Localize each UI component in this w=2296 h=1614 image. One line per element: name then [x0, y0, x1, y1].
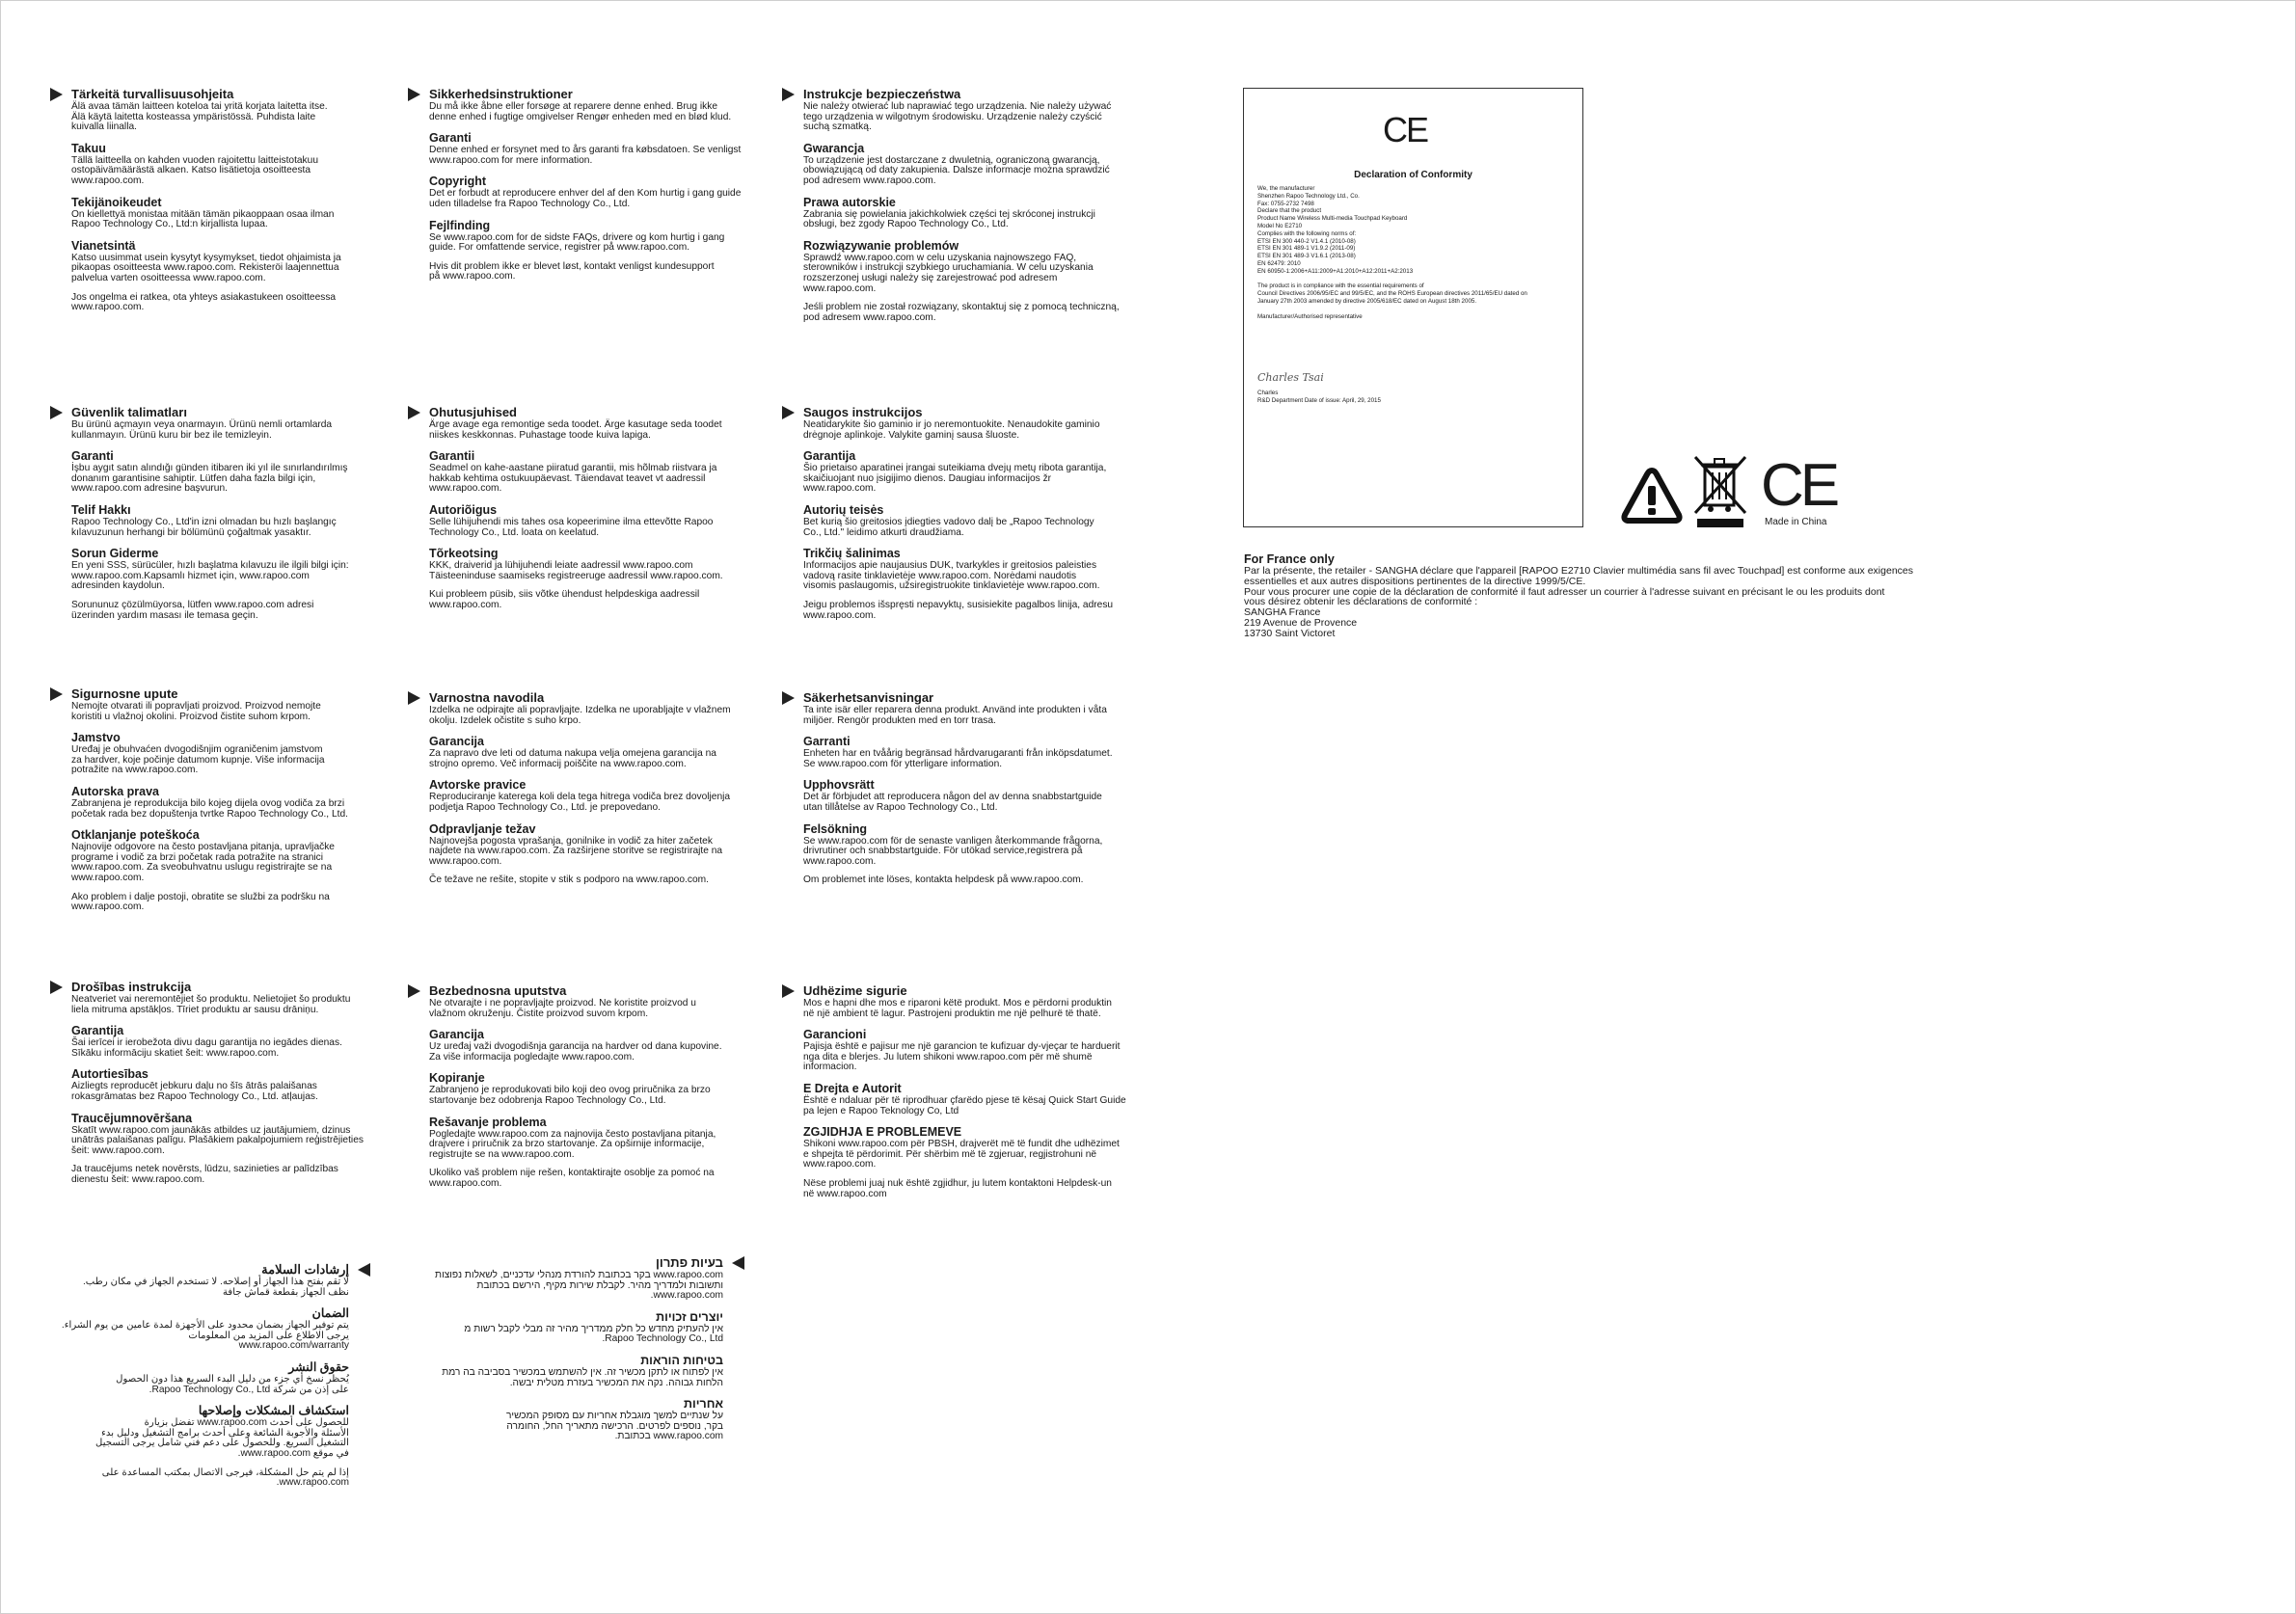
section-title-text: Saugos instrukcijos: [803, 405, 923, 419]
subheading: Garanti: [429, 131, 472, 146]
subheading: Kopiranje: [429, 1071, 485, 1086]
subheading: Avtorske pravice: [429, 778, 527, 793]
section-title-text: Säkerhetsanvisningar: [803, 690, 934, 705]
section-body: Nemojte otvarati ili popravljati proizvod. Proizvod nemojte koristiti u vlažnoj okolini. Proizvod čistite suhom krpom.: [71, 701, 321, 722]
section-title: [803, 984, 1165, 998]
subheading: Tekijänoikeudet: [71, 195, 162, 209]
triangle-marker-icon: [408, 406, 420, 419]
section-serbian: [429, 984, 791, 1190]
section-body: لا تقم بفتح هذا الجهاز أو إصلاحه. لا تستخدم الجهاز في مكان رطب. نظف الجهاز بقطعة قماش جافة: [82, 1277, 349, 1298]
weee-crossed-bin-icon: [1691, 453, 1749, 528]
ce-mark-icon: CE: [1761, 452, 1837, 519]
triangle-marker-icon: [50, 88, 63, 101]
triangle-marker-icon: [408, 88, 420, 101]
section-footnote: Hvis dit problem ikke er blevet løst, kontakt venligst kundesupport på www.rapoo.com.: [429, 260, 715, 282]
france-text: Par la présente, the retailer - SANGHA déclare que l'appareil [RAPOO E2710 Clavier multimédia sans fil avec Touchpad] est conforme aux exigences essentielles et aux autres dispositions pertinentes de la directive 1999/5/CE. Pour vous procurer une copie de la déclaration de conformité il faut adresser un courrier à l'adresse suivant en précisant le ou les produits dont vous désirez obtenir les déclarations de conformité : SANGHA France 219 Avenue de Provence 13730 Saint Victoret: [1244, 565, 1913, 639]
subheading: Garantija: [71, 1024, 124, 1038]
subsection-text: Informacijos apie naujausius DUK, tvarkykles ir greitosios paleisties vadovą rasite tinklavietėje www.rapoo.com. Norėdami naudotis visomis paslaugomis, užsiregistruokite tinklavietėje www.rapoo.com.: [803, 560, 1100, 592]
subsection-text: يتم توفير الجهاز بضمان محدود على الأجهزة لمدة عامين من يوم الشراء. يرجى الاطلاع على المزيد من المعلومات www.rapoo.com/warranty: [61, 1320, 349, 1352]
subheading: בטיחות הוראות: [640, 1353, 723, 1367]
signature-details: Charles R&D Department Date of issue: April, 29, 2015: [1257, 390, 1381, 404]
subsection-text: للحصول على أحدث www.rapoo.com تفضل بزيارة الأسئلة والأجوبة الشائعة وعلى أحدث برامج التشغيل ودليل بدء التشغيل السريع. وللحصول على دعم فني شامل يرجى التسجيل في موقع www.rapoo.com.: [95, 1417, 349, 1459]
section-footnote: إذا لم يتم حل المشكلة، فيرجى الاتصال بمكتب المساعدة على www.rapoo.com.: [101, 1466, 349, 1489]
triangle-marker-icon: [50, 406, 63, 419]
subsection-text: Është e ndaluar për të riprodhuar çfarëdo pjese të kësaj Quick Start Guide pa lejen e Rapoo Teknology Co, Ltd: [803, 1094, 1126, 1116]
subheading: Upphovsrätt: [803, 778, 875, 793]
subheading: Telif Hakkı: [71, 502, 131, 517]
subsection-text: אין להעתיק מחדש כל חלק ממדריך מהיר זה מבלי לקבל רשות מ Rapoo Technology Co., Ltd.: [464, 1323, 723, 1345]
subheading: Autortiesības: [71, 1067, 149, 1082]
triangle-marker-icon: [782, 406, 795, 419]
subheading: Garancija: [429, 735, 484, 749]
section-body: Neatidarykite šio gaminio ir jo neremontuokite. Nenaudokite gaminio drėgnoje aplinkoje. Valykite gaminį sausa šluoste.: [803, 419, 1100, 441]
subheading: Sorun Giderme: [71, 547, 159, 561]
subsection-text: Šio prietaiso aparatinei įrangai suteikiama dvejų metų ribota garantija, skaičiuojant nuo įsigijimo dienos. Daugiau informacijos žr www.rapoo.com.: [803, 463, 1107, 495]
section-finnish: [71, 88, 433, 313]
subsection-text: Uz uređaj važi dvogodišnja garancija na hardver od dana kupovine. Za više informacija pogledajte www.rapoo.com.: [429, 1041, 722, 1063]
section-title-text: Bezbednosna uputstva: [429, 983, 567, 998]
subheading: Odpravljanje težav: [429, 821, 536, 836]
subheading: Autoriõigus: [429, 502, 498, 517]
triangle-marker-icon: [408, 984, 420, 998]
subsection-text: Enheten har en tvåårig begränsad hårdvarugaranti från inköpsdatumet. Se www.rapoo.com för ytterligare information.: [803, 748, 1113, 769]
declaration-of-conformity: [1243, 88, 1583, 527]
section-body: Ne otvarajte i ne popravljajte proizvod. Ne koristite proizvod u vlažnom okruženju. Čistite proizvod suvom krpom.: [429, 998, 696, 1019]
subsection-text: Najnovije odgovore na često postavljana pitanja, upravljačke programe i vodič za brzi početak rada potražite na stranici www.rapoo.com. Za sveobuhvatnu uslugu registrirajte se na www.rapoo.com.: [71, 842, 335, 883]
subsection-text: To urządzenie jest dostarczane z dwuletnią, ograniczoną gwarancją, obowiązującą od daty zakupienia. Dalsze informacje można sprawdzić pod adresem www.rapoo.com.: [803, 154, 1110, 186]
section-footnote: Om problemet inte löses, kontakta helpdesk på www.rapoo.com.: [803, 874, 1084, 886]
section-danish: [429, 88, 791, 282]
subsection-text: Reproduciranje katerega koli dela tega hitrega vodiča brez dovoljenja podjetja Rapoo Technology Co., Ltd. je prepovedano.: [429, 792, 731, 813]
section-swedish: [803, 691, 1165, 886]
subheading: Garantija: [803, 449, 856, 464]
subsection-text: KKK, draiverid ja lühijuhendi leiate aadressil www.rapoo.com Täisteeninduse saamiseks registreeruge aadressil www.rapoo.com.: [429, 560, 723, 581]
subsection-text: Se www.rapoo.com for de sidste FAQs, drivere og kom hurtig i gang guide. For omfattende service, registrer på www.rapoo.com.: [429, 231, 725, 254]
subheading: Gwarancja: [803, 141, 865, 155]
subheading: Garantii: [429, 449, 475, 464]
subsection-text: Katso uusimmat usein kysytyt kysymykset, tiedot ohjaimista ja pikaopas osoitteesta www.rapoo.com. Rekisteröi laajennettua palvelua varten osoitteessa www.rapoo.com.: [71, 252, 341, 283]
section-title: [429, 691, 791, 705]
section-title-text: Udhëzime sigurie: [803, 983, 907, 998]
section-polish: [803, 88, 1165, 323]
section-title-text: Tärkeitä turvallisuusohjeita: [71, 87, 234, 101]
subsection-text: Det er forbudt at reproducere enhver del af den Kom hurtig i gang guide uden tilladelse fra Rapoo Technology Co., Ltd.: [429, 188, 742, 209]
subheading: Rozwiązywanie problemów: [803, 238, 959, 253]
section-croatian: [71, 687, 433, 913]
triangle-marker-icon: [782, 88, 795, 101]
subheading: Autorių teisės: [803, 502, 884, 517]
triangle-marker-icon: [782, 984, 795, 998]
section-title: [429, 406, 791, 419]
section-title: [71, 687, 433, 701]
section-footnote: Ukoliko vaš problem nije rešen, kontaktirajte osoblje za pomoć na www.rapoo.com.: [429, 1168, 715, 1189]
subsection-text: Tällä laitteella on kahden vuoden rajoitettu laitteistotakuu ostopäivämäärästä alkaen. Katso lisätietoja osoitteesta www.rapoo.com.: [71, 154, 318, 186]
subheading: استكشاف المشكلات وإصلاحها: [198, 1404, 349, 1418]
subheading: אחריות: [684, 1397, 723, 1412]
subsection-text: En yeni SSS, sürücüler, hızlı başlatma kılavuzu ile ilgili bilgi için: www.rapoo.com.Kapsamlı hizmet için, www.rapoo.com adresinden kaydolun.: [71, 560, 349, 592]
subsection-text: Shikoni www.rapoo.com për PBSH, drajverët më të fundit dhe udhëzimet e shpejta të përdorimit. Për shërbim më të zgjeruar, regjistrohuni në www.rapoo.com.: [803, 1139, 1120, 1170]
triangle-marker-icon: [358, 1263, 370, 1277]
subsection-text: Najnovejša pogosta vprašanja, gonilnike in vodič za hiter začetek najdete na www.rapoo.com. Za razširjene storitve se registrirajte na www.rapoo.com.: [429, 835, 723, 867]
subsection-text: Pajisja është e pajisur me një garancion te kufizuar dy-vjeçar te harduerit nga dita e blerjes. Ju lutem shikoni www.rapoo.com për më shumë informacion.: [803, 1041, 1121, 1073]
declaration-title: Declaration of Conformity: [1354, 170, 1472, 180]
subheading: Trikčių šalinimas: [803, 547, 901, 561]
section-arabic: [14, 1263, 349, 1489]
subheading: Garanti: [71, 449, 114, 464]
section-title: [71, 88, 433, 101]
subsection-text: Za napravo dve leti od datuma nakupa velja omejena garancija na strojno opremo. Več informacij poiščite na www.rapoo.com.: [429, 748, 716, 769]
section-title: [71, 406, 433, 419]
section-title: [14, 1263, 349, 1277]
section-lithuanian: [803, 406, 1165, 621]
section-title: [429, 88, 791, 101]
section-body: Du må ikke åbne eller forsøge at reparere denne enhed. Brug ikke denne enhed i fugtige omgivelser Rengør enheden med en blød klud.: [429, 101, 732, 122]
section-title-text: בעיות פתרון: [655, 1255, 723, 1270]
subsection-text: Skatīt www.rapoo.com jaunākās atbildes uz jautājumiem, dzinus unātrās palaišanas palīgu. Plašākiem pakalpojumiem reģistrējieties šeit: www.rapoo.com.: [71, 1124, 364, 1156]
section-body: Bu ürünü açmayın veya onarmayın. Ürünü nemli ortamlarda kullanmayın. Ürünü kuru bir bez ile temizleyin.: [71, 419, 333, 441]
france-notice: [1244, 553, 1967, 639]
subheading: Rešavanje problema: [429, 1115, 547, 1129]
section-title-text: Sigurnosne upute: [71, 686, 178, 701]
section-turkish: [71, 406, 433, 621]
section-title: [803, 406, 1165, 419]
section-body: www.rapoo.com בקר בכתובת להורדת מנהלי עדכניים, לשאלות נפוצות ותשובות ולמדריך מהיר. לקבלת שירות מקיף, הירשם בכתובת www.rapoo.com.: [435, 1270, 723, 1302]
section-footnote: Ako problem i dalje postoji, obratite se službi za podršku na www.rapoo.com.: [71, 891, 330, 913]
subsection-text: Bet kurią šio greitosios įdiegties vadovo dalį be „Rapoo Technology Co., Ltd." leidimo atkurti draudžiama.: [803, 516, 1094, 538]
ce-mark-icon: CE: [1383, 110, 1428, 149]
section-body: Ärge avage ega remontige seda toodet. Ärge kasutage seda toodet niiskes keskkonnas. Puhastage toode kuiva lapiga.: [429, 419, 722, 441]
signature: Charles Tsai: [1257, 371, 1324, 384]
subheading: Copyright: [429, 175, 487, 189]
section-hebrew: [424, 1256, 723, 1442]
triangle-marker-icon: [50, 687, 63, 701]
section-footnote: Jos ongelma ei ratkea, ota yhteys asiakastukeen osoitteessa www.rapoo.com.: [71, 291, 337, 313]
section-title-text: Drošības instrukcija: [71, 980, 192, 994]
made-in-china-label: Made in China: [1765, 517, 1827, 527]
subheading: Otklanjanje poteškoća: [71, 828, 200, 843]
france-title: For France only: [1244, 552, 1335, 566]
triangle-marker-icon: [50, 981, 63, 994]
subsection-text: Selle lühijuhendi mis tahes osa kopeerimine ilma ettevõtte Rapoo Technology Co., Ltd. loata on keelatud.: [429, 516, 714, 538]
section-title-text: Varnostna navodila: [429, 690, 545, 705]
warning-triangle-icon: [1618, 465, 1686, 532]
subheading: יוצרים זכויות: [656, 1309, 723, 1324]
subsection-text: Se www.rapoo.com för de senaste vanligen återkommande frågorna, drivrutiner och snabbstartguide. För utökad service,registrera på www.rapoo.com.: [803, 835, 1103, 867]
section-title-text: إرشادات السلامة: [261, 1262, 349, 1277]
subsection-text: Zabranjena je reprodukcija bilo kojeg dijela ovog vodiča za brzi početak rada bez dopuštenja tvrtke Rapoo Technology Co., Ltd.: [71, 797, 348, 820]
section-title: [71, 981, 433, 994]
subheading: Vianetsintä: [71, 238, 136, 253]
subsection-text: Zabranjeno je reprodukovati bilo koji deo ovog priručnika za brzo startovanje bez odobrenja Rapoo Technology Co., Ltd.: [429, 1085, 711, 1106]
subsection-text: Denne enhed er forsynet med to års garanti fra købsdatoen. Se venligst www.rapoo.com for mere information.: [429, 145, 742, 166]
subheading: ZGJIDHJA E PROBLEMEVE: [803, 1125, 962, 1140]
section-body: Mos e hapni dhe mos e riparoni këtë produkt. Mos e përdorni produktin në një ambient të lagur. Pastrojeni produktin me një pelhurë të thatë.: [803, 998, 1112, 1019]
section-footnote: Kui probleem püsib, siis võtke ühendust helpdeskiga aadressil www.rapoo.com.: [429, 589, 700, 610]
section-footnote: Jeigu problemos išspręsti nepavyktų, susisiekite pagalbos linija, adresu www.rapoo.com.: [803, 599, 1114, 621]
subheading: Tõrkeotsing: [429, 547, 499, 561]
section-title: [803, 691, 1165, 705]
subsection-text: Sprawdź www.rapoo.com w celu uzyskania najnowszego FAQ, sterowników i instrukcji szybkiego uruchamiania. W celu uzyskania rozszerzonej usługi należy się zarejestrować pod adresem www.rapoo.com.: [803, 252, 1094, 294]
section-footnote: Jeśli problem nie został rozwiązany, skontaktuj się z pomocą techniczną, pod adresem www.rapoo.com.: [803, 302, 1120, 323]
subheading: Traucējumnovēršana: [71, 1111, 193, 1125]
subsection-text: يُحظر نسخ أي جزء من دليل البدء السريع هذا دون الحصول على إذن من شركة Rapoo Technology Co., Ltd.: [116, 1373, 349, 1395]
subsection-text: Šai ierīcei ir ierobežota divu dagu garantija no iegādes dienas. Sīkāku informāciju skatiet šeit: www.rapoo.com.: [71, 1037, 342, 1059]
section-footnote: Nëse problemi juaj nuk është zgjidhur, ju lutem kontaktoni Helpdesk-un në www.rapoo.com: [803, 1177, 1112, 1199]
subheading: Prawa autorskie: [803, 195, 896, 209]
subheading: Takuu: [71, 141, 106, 155]
section-body: Nie należy otwierać lub naprawiać tego urządzenia. Nie należy używać tego urządzenia w wilgotnym środowisku. Urządzenie należy czyścić suchą szmatką.: [803, 101, 1112, 133]
subsection-text: Aizliegts reproducēt jebkuru daļu no šīs ātrās palaišanas rokasgrāmatas bez Rapoo Technology Co., Ltd. atļaujas.: [71, 1081, 318, 1102]
section-title-text: Ohutusjuhised: [429, 405, 517, 419]
subsection-text: Rapoo Technology Co., Ltd'in izni olmadan bu hızlı başlangıç kılavuzunun herhangi bir bölümünü çoğaltmak yasaktır.: [71, 516, 337, 538]
subheading: Autorska prava: [71, 784, 160, 798]
section-body: Izdelka ne odpirajte ali popravljajte. Izdelka ne uporabljajte v vlažnem okolju. Izdelek očistite s suho krpo.: [429, 705, 731, 726]
subsection-text: Det är förbjudet att reproducera någon del av denna snabbstartguide utan tillåtelse av Rapoo Technology Co., Ltd.: [803, 792, 1102, 813]
subheading: حقوق النشر: [288, 1359, 349, 1374]
section-estonian: [429, 406, 791, 611]
subsection-text: Seadmel on kahe-aastane piiratud garantii, mis hõlmab riistvara ja hakkab kehtima ostukuupäevast. Täiendavat teavet vt aadressil www.rapoo.com.: [429, 463, 717, 495]
subheading: Jamstvo: [71, 731, 121, 745]
subheading: Garranti: [803, 735, 851, 749]
section-title: [803, 88, 1165, 101]
section-footnote: Sorununuz çözülmüyorsa, lütfen www.rapoo.com adresi üzerinden yardım masası ile temasa geçin.: [71, 599, 314, 621]
section-title: [429, 984, 791, 998]
triangle-marker-icon: [732, 1256, 744, 1270]
section-footnote: Če težave ne rešite, stopite v stik s podporo na www.rapoo.com.: [429, 874, 709, 886]
section-title: [424, 1256, 723, 1270]
signature-block: [1257, 366, 1381, 413]
declaration-text: We, the manufacturer Shenzhen Rapoo Technology Ltd., Co. Fax: 0755-2732 7498 Declare that the product Product Name Wireless Multi-media Touchpad Keyboard Model No E2710 Complies with the following norms of: ETSI EN 300 440-2 V1.4.1 (2010-08) ETSI EN 301 489-1 V1.9.2 (2011-09) ETSI EN 301 489-3 V1.6.1 (2013-08) EN 62479: 2010 EN 60950-1:2006+A11:2009+A1:2010+A12:2011+A2:2013 The product is in compliance with the essential requirements of Council Directives 2006/95/EC and 99/5/EC, and the ROHS European directives 2011/65/EU dated on January 27th 2003 amended by directive 2005/618/EC dated on August 18th 2005. Manufacturer/Authorised representative: [1257, 185, 1527, 320]
section-slovenian: [429, 691, 791, 886]
subsection-text: אין לפתוח או לתקן מכשיר זה. אין להשתמש במכשיר בסביבה בה רמת הלחות גבוהה. נקה את המכשיר בעזרת מטלית יבשה.: [442, 1366, 723, 1388]
section-title-text: Instrukcje bezpieczeństwa: [803, 87, 961, 101]
subheading: Felsökning: [803, 821, 867, 836]
subsection-text: İşbu aygıt satın alındığı günden itibaren iki yıl ile sınırlandırılmış donanım garantisine sahiptir. Lütfen daha fazla bilgi için, www.rapoo.com adresine başvurun.: [71, 463, 348, 495]
subheading: Fejlfinding: [429, 218, 491, 232]
subsection-text: On kiellettyä monistaa mitään tämän pikaoppaan osaa ilman Rapoo Technology Co., Ltd:n kirjallista lupaa.: [71, 208, 335, 230]
subheading: E Drejta e Autorit: [803, 1081, 902, 1095]
section-body: Neatveriet vai neremontējiet šo produktu. Nelietojiet šo produktu liela mitruma apstākļos. Tīriet produktu ar sausu drāniņu.: [71, 994, 351, 1015]
section-body: Älä avaa tämän laitteen koteloa tai yritä korjata laitetta itse. Älä käytä laitetta kosteassa ympäristössä. Puhdista laite kuivalla liinalla.: [71, 101, 328, 133]
section-footnote: Ja traucējums netek novērsts, lūdzu, sazinieties ar palīdzības dienestu šeit: www.rapoo.com.: [71, 1164, 338, 1185]
subsection-text: Uređaj je obuhvaćen dvogodišnjim ograničenim jamstvom za hardver, koje počinje datumom kupnje. Više informacija potražite na www.rapoo.com.: [71, 744, 325, 776]
section-title-text: Sikkerhedsinstruktioner: [429, 87, 573, 101]
subsection-text: Zabrania się powielania jakichkolwiek części tej skróconej instrukcji obsługi, bez zgody Rapoo Technology Co., Ltd.: [803, 208, 1095, 230]
subsection-text: Pogledajte www.rapoo.com za najnovija često postavljana pitanja, drajvere i priručnik za brzo startovanje. Za opširnije informacije, registrujte se na www.rapoo.com.: [429, 1128, 716, 1160]
section-title-text: Güvenlik talimatları: [71, 405, 187, 419]
subheading: Garancija: [429, 1028, 484, 1042]
section-latvian: [71, 981, 433, 1186]
triangle-marker-icon: [408, 691, 420, 705]
subheading: Garancioni: [803, 1028, 867, 1042]
subheading: الضمان: [311, 1306, 349, 1321]
section-body: Ta inte isär eller reparera denna produkt. Använd inte produkten i våta miljöer. Rengör produkten med en torr trasa.: [803, 705, 1107, 726]
section-albanian: [803, 984, 1165, 1199]
triangle-marker-icon: [782, 691, 795, 705]
subsection-text: על שנתיים למשך מוגבלת אחריות עם מסופק המכשיר בקר, נוספים לפרטים. הרכישה מתאריך החל, החומרה www.rapoo.com בכתובת.: [505, 1411, 723, 1442]
